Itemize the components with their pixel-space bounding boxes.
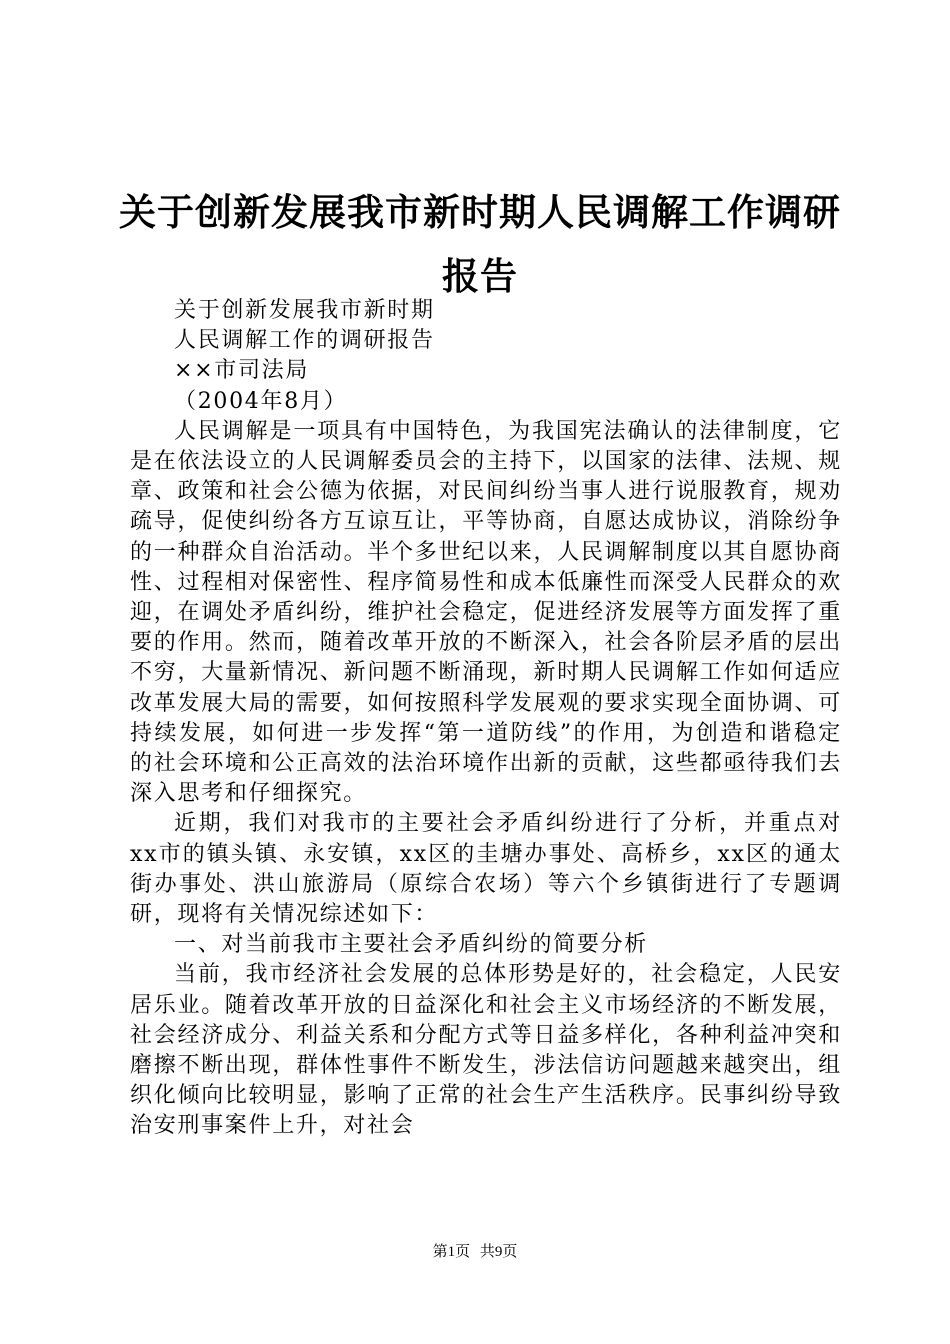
page-title: 关于创新发展我市新时期人民调解工作调研报告	[119, 190, 841, 298]
paragraph: 近期，我们对我市的主要社会矛盾纠纷进行了分析，并重点对xx市的镇头镇、永安镇，xx区的圭塘办事处、高桥乡，xx区的通太街办事处、洪山旅游局（原综合农场）等六个乡镇街进行了专题调研，现将有关情况综述如下：	[130, 811, 842, 928]
paragraph: 当前，我市经济社会发展的总体形势是好的，社会稳定，人民安居乐业。随着改革开放的日益深化和社会主义市场经济的不断发展，社会经济成分、利益关系和分配方式等日益多样化，各种利益冲突和磨擦不断出现，群体性事件不断发生，涉法信访问题越来越突出，组织化倾向比较明显，影响了正常的社会生产生活秩序。民事纠纷导致治安刑事案件上升，对社会	[130, 962, 842, 1139]
header-line: 关于创新发展我市新时期	[174, 298, 435, 323]
date-line: （2004年8月）	[174, 388, 348, 414]
page-total: 共9页	[479, 1244, 518, 1260]
page-footer	[0, 1240, 950, 1261]
author-line: ××市司法局	[174, 358, 310, 384]
document-body	[130, 296, 842, 1142]
section-heading: 一、对当前我市主要社会矛盾纠纷的简要分析	[174, 932, 649, 958]
header-line: 人民调解工作的调研报告	[174, 328, 435, 354]
paragraph: 人民调解是一项具有中国特色，为我国宪法确认的法律制度，它是在依法设立的人民调解委员会的主持下，以国家的法律、法规、规章、政策和社会公德为依据，对民间纠纷当事人进行说服教育，规劝疏导，促使纠纷各方互谅互让，平等协商，自愿达成协议，消除纷争的一种群众自治活动。半个多世纪以来，人民调解制度以其自愿协商性、过程相对保密性、程序简易性和成本低廉性而深受人民群众的欢迎，在调处矛盾纠纷，维护社会稳定，促进经济发展等方面发挥了重要的作用。然而，随着改革开放的不断深入，社会各阶层矛盾的层出不穷，大量新情况、新问题不断涌现，新时期人民调解工作如何适应改革发展大局的需要，如何按照科学发展观的要求实现全面协调、可持续发展，如何进一步发挥“第一道防线”的作用，为创造和谐稳定的社会环境和公正高效的法治环境作出新的贡献，这些都亟待我们去深入思考和仔细探究。	[130, 418, 842, 807]
page-number: 第1页	[432, 1244, 471, 1260]
